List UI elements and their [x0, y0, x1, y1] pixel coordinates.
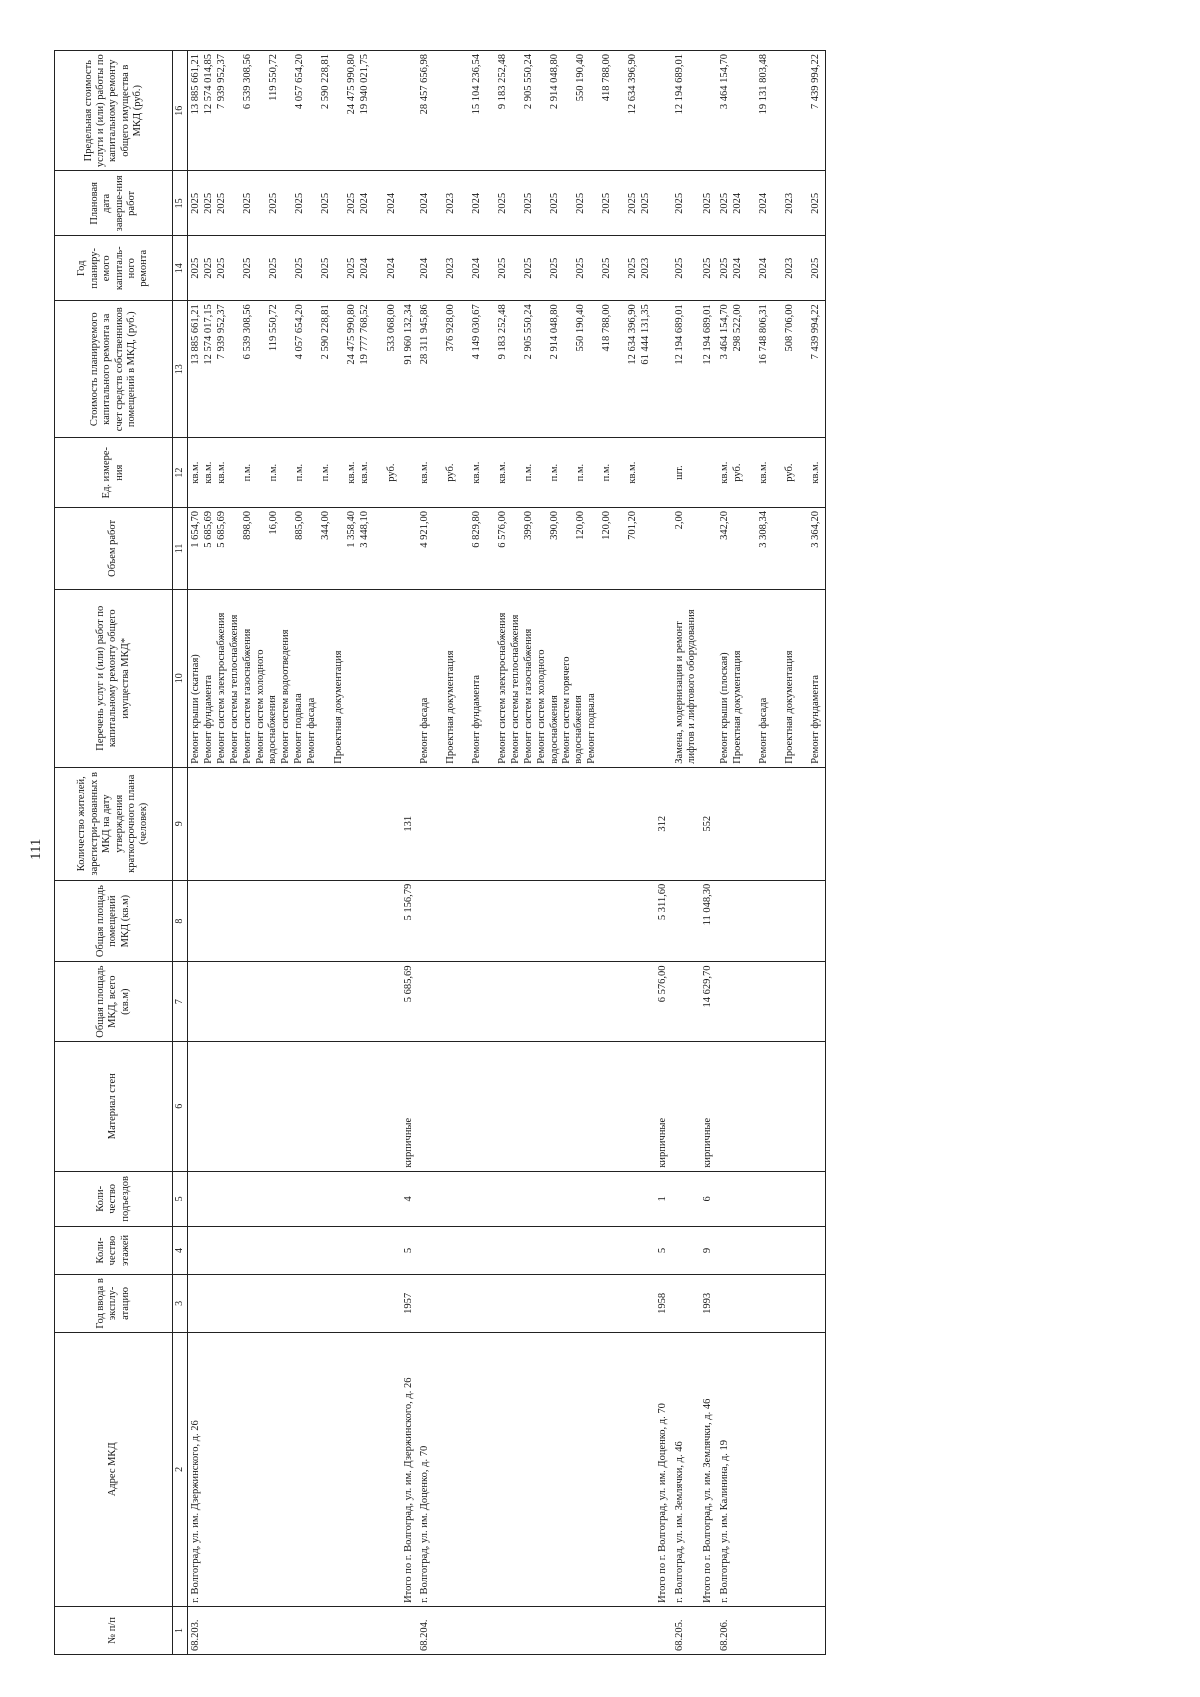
works-list [672, 589, 701, 767]
work-name: Ремонт систем водоотведения [279, 629, 291, 764]
work-volume: 5 685,69 [202, 511, 214, 548]
column-number: 10 [173, 589, 188, 767]
volume-list [717, 508, 826, 590]
work-name: Ремонт подвала [292, 693, 304, 764]
work-end: 2025 [241, 192, 253, 214]
work-end: 2025 [215, 192, 227, 214]
work-year: 2025 [575, 257, 587, 279]
work-cost: 6 539 308,56 [241, 304, 253, 360]
work-end: 2025 [319, 192, 331, 214]
work-cost: 2 914 048,80 [549, 304, 561, 360]
work-limit: 15 104 236,54 [471, 54, 483, 115]
work-cost: 2 590 228,81 [319, 304, 331, 360]
work-cost: 4 149 030,67 [471, 304, 483, 360]
entrances: 1 [655, 1171, 671, 1226]
work-name: Ремонт систем электроснабжения [497, 612, 509, 764]
work-unit: кв.м. [202, 461, 214, 484]
work-limit: 28 457 656,98 [419, 54, 431, 115]
column-number: 2 [173, 1332, 188, 1606]
work-volume [445, 511, 471, 586]
work-cost: 12 194 689,01 [672, 301, 701, 438]
area-rooms: 5 311,60 [655, 880, 671, 962]
header-cell: Год ввода в эксплу-атацию [55, 1275, 173, 1333]
work-name: Ремонт систем горячего водоснабжения [560, 656, 585, 764]
header-cell: Количество жителей, зарегистри-рованных в МКД на дату утверждения краткосрочного плана (человек) [55, 767, 173, 880]
work-end: 2025 [718, 192, 730, 214]
work-year: 2025 [627, 257, 639, 279]
work-end: 2023 [445, 192, 457, 214]
column-number: 16 [173, 51, 188, 171]
work-cost: 9 183 252,48 [497, 304, 509, 360]
floors: 5 [401, 1226, 417, 1274]
work-unit: п.м. [319, 463, 331, 482]
area-rooms: 5 156,79 [401, 880, 417, 962]
house-address: г. Волгоград, ул. им. Землячки, д. 46 [672, 1332, 701, 1606]
work-volume: 4 921,00 [419, 511, 431, 548]
work-volume: 6 829,80 [471, 511, 483, 548]
work-end: 2024 [419, 192, 431, 214]
work-volume: 1 654,70 [189, 511, 201, 548]
header-cell: № п/п [55, 1606, 173, 1654]
work-name: Ремонт крыши (скатная) [189, 654, 201, 764]
work-cost: 3 464 154,70 [718, 304, 730, 360]
total-end: 2025 [640, 192, 652, 214]
work-name: Ремонт крыши (плоская) [718, 652, 730, 764]
floors: 9 [700, 1226, 716, 1274]
work-unit: п.м. [241, 463, 253, 482]
work-limit [732, 54, 758, 167]
wall-material: кирпичные [401, 1041, 417, 1171]
header-cell: Коли-чество подъездов [55, 1171, 173, 1226]
work-limit: 7 439 994,22 [809, 54, 821, 110]
work-name: Замена, модернизация и ремонт лифтов и лифтового оборудования [673, 609, 697, 764]
area-rooms: 11 048,30 [700, 880, 716, 962]
work-unit: кв.м. [809, 461, 821, 484]
column-number: 3 [173, 1275, 188, 1333]
row-number: 68.204. [417, 1606, 655, 1654]
header-cell: Предельная стоимость услуги и (или) работы по капитальному ремонту общего имущества в МКД (руб.) [55, 51, 173, 171]
residents: 552 [700, 767, 716, 880]
limit-list [187, 51, 401, 171]
work-end: 2025 [189, 192, 201, 214]
work-end: 2023 [783, 192, 795, 214]
work-cost: 16 748 806,31 [757, 304, 769, 365]
work-limit: 12 574 014,85 [202, 54, 214, 115]
header-cell: Плановая дата заверше-ния работ [55, 171, 173, 236]
total-label: Итого по г. Волгоград, ул. им. Землячки, д. 46 [700, 1332, 716, 1606]
column-number-row [173, 51, 188, 1655]
work-name: Ремонт систем холодного водоснабжения [254, 649, 279, 764]
area-total: 14 629,70 [700, 962, 716, 1041]
total-label: Итого по г. Волгоград, ул. им. Дзержинского, д. 26 [401, 1332, 417, 1606]
work-limit: 12 634 396,90 [627, 54, 639, 115]
year-list [417, 236, 655, 301]
work-year: 2025 [497, 257, 509, 279]
work-year: 2025 [293, 257, 305, 279]
work-volume: 898,00 [241, 511, 253, 540]
work-unit: кв.м. [189, 461, 201, 484]
work-cost: 298 522,00 [731, 304, 743, 352]
work-unit: шт. [672, 438, 701, 508]
work-year: 2023 [445, 257, 457, 279]
work-unit: п.м. [293, 463, 305, 482]
work-year: 2025 [523, 257, 535, 279]
column-number: 13 [173, 301, 188, 438]
work-year: 2025 [809, 257, 821, 279]
column-number: 9 [173, 767, 188, 880]
work-volume: 399,00 [523, 511, 535, 540]
work-year: 2025 [718, 257, 730, 279]
work-limit: 24 475 990,80 [345, 54, 357, 115]
work-name: Ремонт фундамента [202, 674, 214, 764]
work-cost: 12 574 017,15 [202, 304, 214, 365]
work-name: Ремонт систем электроснабжения [215, 612, 227, 764]
work-volume: 5 685,69 [215, 511, 227, 548]
year-built: 1957 [401, 1275, 417, 1333]
area-total: 5 685,69 [401, 962, 417, 1041]
work-cost: 2 905 550,24 [523, 304, 535, 360]
entrances: 4 [401, 1171, 417, 1226]
works-list [417, 589, 655, 767]
row-number: 68.206. [717, 1606, 826, 1654]
work-volume: 3 308,34 [757, 511, 769, 548]
house-total-row [700, 51, 716, 1655]
work-limit: 19 131 803,48 [757, 54, 769, 115]
work-name: Проектная документация [332, 650, 344, 764]
work-name: Ремонт фундамента [471, 674, 483, 764]
work-volume: 3 364,20 [809, 511, 821, 548]
column-number: 6 [173, 1041, 188, 1171]
header-cell: Год планиру-емого капиталь-ного ремонта [55, 236, 173, 301]
residents: 312 [655, 767, 671, 880]
work-year: 2025 [601, 257, 613, 279]
end-date-list [417, 171, 655, 236]
work-year: 2025 [345, 257, 357, 279]
work-cost: 24 475 990,80 [345, 304, 357, 365]
work-year: 2025 [549, 257, 561, 279]
work-limit: 13 885 661,21 [189, 54, 201, 115]
work-end: 2025 [627, 192, 639, 214]
work-end: 2024 [385, 192, 397, 214]
header-cell: Общая площадь помещений МКД (кв.м) [55, 880, 173, 962]
work-volume: 342,20 [718, 511, 730, 540]
unit-list [717, 438, 826, 508]
unit-list [187, 438, 401, 508]
residents: 131 [401, 767, 417, 880]
work-unit: руб. [731, 463, 743, 482]
work-end: 2025 [202, 192, 214, 214]
work-volume: 2,00 [672, 508, 701, 590]
total-end: 2025 [700, 171, 716, 236]
end-date-list [187, 171, 401, 236]
work-end: 2025 [809, 192, 821, 214]
header-cell: Стоимость планируемого капитального ремонта за счет средств собственников помещений в МКД, (руб.) [55, 301, 173, 438]
work-name: Ремонт подвала [585, 693, 597, 764]
work-limit: 2 914 048,80 [549, 54, 561, 110]
work-cost: 13 885 661,21 [189, 304, 201, 365]
work-name: Проектная документация [731, 650, 743, 764]
header-row [55, 51, 173, 1655]
work-year: 2025 [202, 257, 214, 279]
work-year: 2024 [471, 257, 483, 279]
work-unit: руб. [445, 463, 457, 482]
work-end: 2025 [293, 192, 305, 214]
work-unit: п.м. [601, 463, 613, 482]
column-number: 4 [173, 1226, 188, 1274]
capital-repair-table-sheet [54, 50, 1129, 1655]
column-number: 5 [173, 1171, 188, 1226]
unit-list [417, 438, 655, 508]
work-end: 2024 [731, 192, 743, 214]
column-number: 14 [173, 236, 188, 301]
work-end: 2025 [549, 192, 561, 214]
work-name: Ремонт системы теплоснабжения [228, 614, 240, 764]
column-number: 15 [173, 171, 188, 236]
column-number: 12 [173, 438, 188, 508]
work-limit: 9 183 252,48 [497, 54, 509, 110]
work-name: Ремонт систем газоснабжения [241, 628, 253, 764]
header-cell: Ед. измере-ния [55, 438, 173, 508]
house-total-row [655, 51, 671, 1655]
work-year: 2024 [419, 257, 431, 279]
work-name: Ремонт фундамента [809, 674, 821, 764]
house-row [672, 51, 701, 1655]
work-year: 2025 [319, 257, 331, 279]
work-unit: кв.м. [358, 461, 370, 484]
work-limit: 119 550,72 [267, 54, 279, 101]
work-end: 2025 [497, 192, 509, 214]
work-unit: кв.м. [471, 461, 483, 484]
work-limit [445, 54, 471, 167]
work-end: 2025 [523, 192, 535, 214]
work-name: Проектная документация [445, 650, 457, 764]
header-cell: Коли-чество этажей [55, 1226, 173, 1274]
work-year: 2025 [672, 236, 701, 301]
area-total: 6 576,00 [655, 962, 671, 1041]
total-cost: 12 194 689,01 [700, 301, 716, 438]
works-list [717, 589, 826, 767]
column-number: 11 [173, 508, 188, 590]
work-limit: 418 788,00 [601, 54, 613, 102]
header-cell: Адрес МКД [55, 1332, 173, 1606]
work-unit: кв.м. [757, 461, 769, 484]
year-list [717, 236, 826, 301]
end-date-list [717, 171, 826, 236]
work-year: 2023 [783, 257, 795, 279]
house-address: г. Волгоград, ул. им. Дзержинского, д. 26 [187, 1332, 401, 1606]
work-limit [784, 54, 810, 167]
work-limit: 19 940 021,75 [358, 54, 370, 115]
work-year: 2025 [189, 257, 201, 279]
work-volume [732, 511, 758, 586]
year-list [187, 236, 401, 301]
work-cost: 508 706,00 [783, 304, 795, 352]
work-limit: 4 057 654,20 [293, 54, 305, 110]
work-volume: 344,00 [319, 511, 331, 540]
work-volume: 1 358,40 [345, 511, 357, 548]
floors: 5 [655, 1226, 671, 1274]
work-volume: 390,00 [549, 511, 561, 540]
total-cost: 91 960 132,34 [401, 301, 417, 438]
work-end: 2025 [672, 171, 701, 236]
work-limit: 2 905 550,24 [523, 54, 535, 110]
house-row [717, 51, 826, 1655]
house-total-row [401, 51, 417, 1655]
cost-list [717, 301, 826, 438]
work-year: 2024 [731, 257, 743, 279]
work-volume: 701,20 [627, 511, 639, 540]
total-year: 2023 [640, 257, 652, 279]
work-limit: 12 194 689,01 [672, 51, 701, 171]
work-cost: 550 190,40 [575, 304, 587, 352]
limit-list [417, 51, 655, 171]
work-year: 2024 [358, 257, 370, 279]
work-cost: 418 788,00 [601, 304, 613, 352]
work-year: 2025 [215, 257, 227, 279]
work-cost: 376 928,00 [445, 304, 457, 352]
wall-material: кирпичные [655, 1041, 671, 1171]
column-number: 1 [173, 1606, 188, 1654]
entrances: 6 [700, 1171, 716, 1226]
cost-list [187, 301, 401, 438]
works-list [187, 589, 401, 767]
header-cell: Объем работ [55, 508, 173, 590]
work-cost: 4 057 654,20 [293, 304, 305, 360]
work-unit: кв.м. [718, 461, 730, 484]
work-name: Ремонт системы теплоснабжения [510, 614, 522, 764]
work-cost: 7 439 994,22 [809, 304, 821, 360]
work-name: Ремонт фасада [305, 697, 317, 764]
capital-repair-table [54, 50, 826, 1655]
work-unit: п.м. [549, 463, 561, 482]
work-end: 2024 [471, 192, 483, 214]
header-cell: Материал стен [55, 1041, 173, 1171]
header-cell: Общая площадь МКД, всего (кв.м) [55, 962, 173, 1041]
limit-list [717, 51, 826, 171]
work-year: 2024 [385, 257, 397, 279]
work-unit: кв.м. [497, 461, 509, 484]
work-name: Ремонт фасада [757, 697, 769, 764]
work-year: 2025 [241, 257, 253, 279]
total-cost: 61 444 131,35 [640, 304, 652, 365]
work-volume: 120,00 [575, 511, 587, 540]
volume-list [417, 508, 655, 590]
work-limit: 3 464 154,70 [718, 54, 730, 110]
work-name: Ремонт систем газоснабжения [523, 628, 535, 764]
work-end: 2025 [601, 192, 613, 214]
work-name: Ремонт систем холодного водоснабжения [536, 649, 560, 764]
total-year: 2025 [700, 236, 716, 301]
work-end: 2024 [358, 192, 370, 214]
work-unit: п.м. [267, 463, 279, 482]
cost-list [417, 301, 655, 438]
work-volume: 6 576,00 [497, 511, 509, 548]
work-cost: 12 634 396,90 [627, 304, 639, 365]
work-end: 2025 [267, 192, 279, 214]
work-limit: 2 590 228,81 [319, 54, 331, 110]
house-row [417, 51, 655, 1655]
house-address: г. Волгоград, ул. им. Доценко, д. 70 [417, 1332, 655, 1606]
work-unit: кв.м. [419, 461, 431, 484]
work-unit: кв.м. [215, 461, 227, 484]
work-cost: 19 777 768,52 [358, 304, 370, 365]
work-limit: 550 190,40 [575, 54, 587, 102]
work-unit: руб. [385, 463, 397, 482]
work-year: 2024 [757, 257, 769, 279]
work-unit: п.м. [523, 463, 535, 482]
work-cost: 28 311 945,86 [419, 304, 431, 365]
work-cost: 119 550,72 [267, 304, 279, 352]
page-number: 111 [28, 838, 44, 860]
work-volume: 885,00 [293, 511, 305, 540]
work-unit: кв.м. [627, 461, 639, 484]
work-end: 2025 [345, 192, 357, 214]
year-built: 1993 [700, 1275, 716, 1333]
header-cell: Перечень услуг и (или) работ по капитальному ремонту общего имущества МКД* [55, 589, 173, 767]
work-end: 2025 [575, 192, 587, 214]
work-unit: руб. [783, 463, 795, 482]
column-number: 8 [173, 880, 188, 962]
work-volume [784, 511, 810, 586]
work-year: 2025 [267, 257, 279, 279]
volume-list [187, 508, 401, 590]
work-volume: 120,00 [601, 511, 613, 540]
work-end: 2024 [757, 192, 769, 214]
work-name: Проектная документация [783, 650, 795, 764]
row-number: 68.205. [672, 1606, 701, 1654]
work-cost: 7 939 952,37 [215, 304, 227, 360]
work-name: Ремонт фасада [419, 697, 431, 764]
work-limit: 6 539 308,56 [241, 54, 253, 110]
work-volume: 16,00 [267, 511, 279, 535]
column-number: 7 [173, 962, 188, 1041]
work-limit: 7 939 952,37 [215, 54, 227, 110]
work-cost: 533 068,00 [385, 304, 397, 352]
year-built: 1958 [655, 1275, 671, 1333]
house-address: г. Волгоград, ул. им. Калинина, д. 19 [717, 1332, 826, 1606]
work-unit: кв.м. [345, 461, 357, 484]
house-row [187, 51, 401, 1655]
work-unit: п.м. [575, 463, 587, 482]
row-number: 68.203. [187, 1606, 401, 1654]
wall-material: кирпичные [700, 1041, 716, 1171]
total-label: Итого по г. Волгоград, ул. им. Доценко, д. 70 [655, 1332, 671, 1606]
work-volume: 3 448,10 [358, 511, 370, 548]
